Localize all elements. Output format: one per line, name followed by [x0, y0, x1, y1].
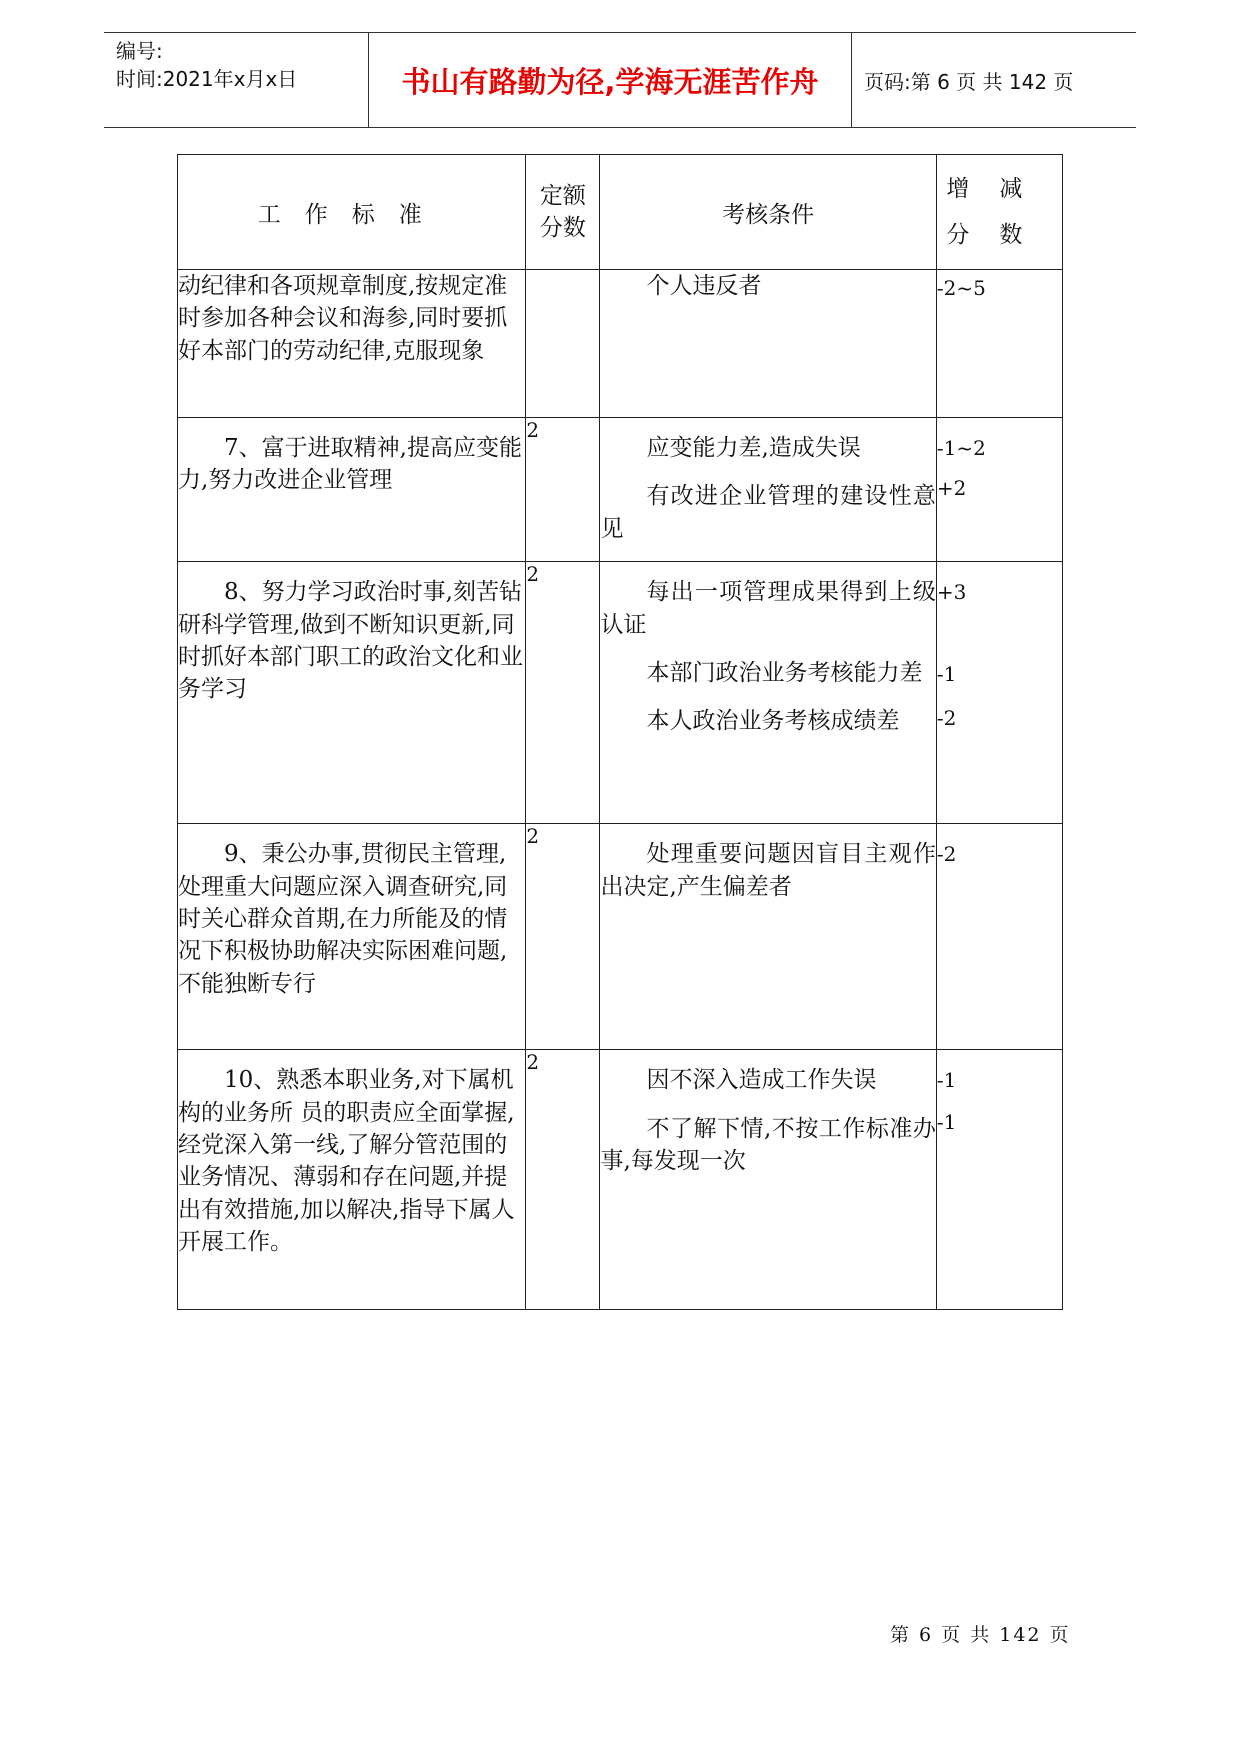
- delta-cell: [936, 418, 1062, 562]
- conditions-cell: [600, 270, 936, 418]
- delta-value: +2: [936, 476, 967, 500]
- table-header-row: [178, 155, 1063, 270]
- col-header-conditions: 考核条件: [600, 155, 936, 270]
- standard-cell: 9、秉公办事,贯彻民主管理,处理重大问题应深入调查研究,同时关心群众首期,在力所能及的情况下积极协助解决实际困难问题,不能独断专行: [178, 824, 526, 1050]
- col-header-standard: 工作标准: [178, 155, 526, 270]
- condition-text: 本人政治业务考核成绩差: [646, 708, 900, 735]
- header-meta: [116, 37, 362, 93]
- delta-value: -2: [936, 706, 957, 731]
- table-row: [178, 418, 1063, 562]
- delta-cell: [936, 270, 1062, 418]
- standard-cell: 10、熟悉本职业务,对下属机构的业务所 员的职责应全面掌握,经党深入第一线,了解分管范围的业务情况、薄弱和存在问题,并提出有效措施,加以解决,指导下属人开展工作。: [178, 1050, 526, 1310]
- delta-value: -1~2: [936, 436, 986, 460]
- condition-text: 本部门政治业务考核能力差: [646, 660, 923, 687]
- condition-text: 不了解下情,不按工作标准办事,每发现一次: [600, 1115, 936, 1175]
- condition-text: 因不深入造成工作失误: [646, 1067, 877, 1094]
- quota-cell: 2: [526, 1050, 600, 1310]
- conditions-cell: [600, 418, 936, 562]
- delta-value: -1: [936, 1110, 957, 1135]
- condition-text: 每出一项管理成果得到上级认证: [600, 579, 936, 638]
- delta-cell: [936, 562, 1062, 824]
- page-footer: 第 6 页 共 142 页: [890, 1624, 1071, 1646]
- condition-text: 处理重要问题因盲目主观作出决定,产生偏差者: [600, 841, 936, 900]
- header-page-number: 页码:第 6 页 共 142 页: [864, 69, 1074, 94]
- conditions-cell: [600, 1050, 936, 1310]
- page-header: [104, 32, 1136, 128]
- delta-value: -2: [936, 842, 957, 867]
- table-row: [178, 1050, 1063, 1310]
- quota-cell: 2: [526, 418, 600, 562]
- col-header-delta: 增减 分数: [936, 155, 1062, 270]
- table-row: [178, 270, 1063, 418]
- header-motto: 书山有路勤为径,学海无涯苦作舟: [401, 64, 819, 99]
- delta-value: -2~5: [936, 276, 986, 300]
- standard-cell: 动纪律和各项规章制度,按规定准时参加各种会议和海参,同时要抓好本部门的劳动纪律,克服现象: [178, 270, 526, 418]
- condition-text: 个人违反者: [646, 273, 762, 299]
- delta-value: -1: [936, 662, 957, 687]
- assessment-table: [177, 154, 1063, 1310]
- doc-time-label: 时间:2021年x月x日: [116, 67, 298, 91]
- standard-cell: 7、富于进取精神,提高应变能力,努力改进企业管理: [178, 418, 526, 562]
- quota-cell: [526, 270, 600, 418]
- conditions-cell: [600, 562, 936, 824]
- quota-cell: 2: [526, 824, 600, 1050]
- header-divider: [851, 33, 852, 127]
- delta-cell: [936, 824, 1062, 1050]
- condition-text: 应变能力差,造成失误: [646, 435, 861, 461]
- col-header-quota: 定额 分数: [526, 155, 600, 270]
- doc-number-label: 编号:: [116, 39, 163, 63]
- table-row: [178, 824, 1063, 1050]
- condition-text: 有改进企业管理的建设性意见: [600, 483, 936, 542]
- delta-value: +3: [936, 580, 967, 605]
- standard-cell: 8、努力学习政治时事,刻苦钻研科学管理,做到不断知识更新,同时抓好本部门职工的政治文化和业务学习: [178, 562, 526, 824]
- conditions-cell: [600, 824, 936, 1050]
- table-row: [178, 562, 1063, 824]
- delta-cell: [936, 1050, 1062, 1310]
- quota-cell: 2: [526, 562, 600, 824]
- delta-value: -1: [936, 1068, 957, 1093]
